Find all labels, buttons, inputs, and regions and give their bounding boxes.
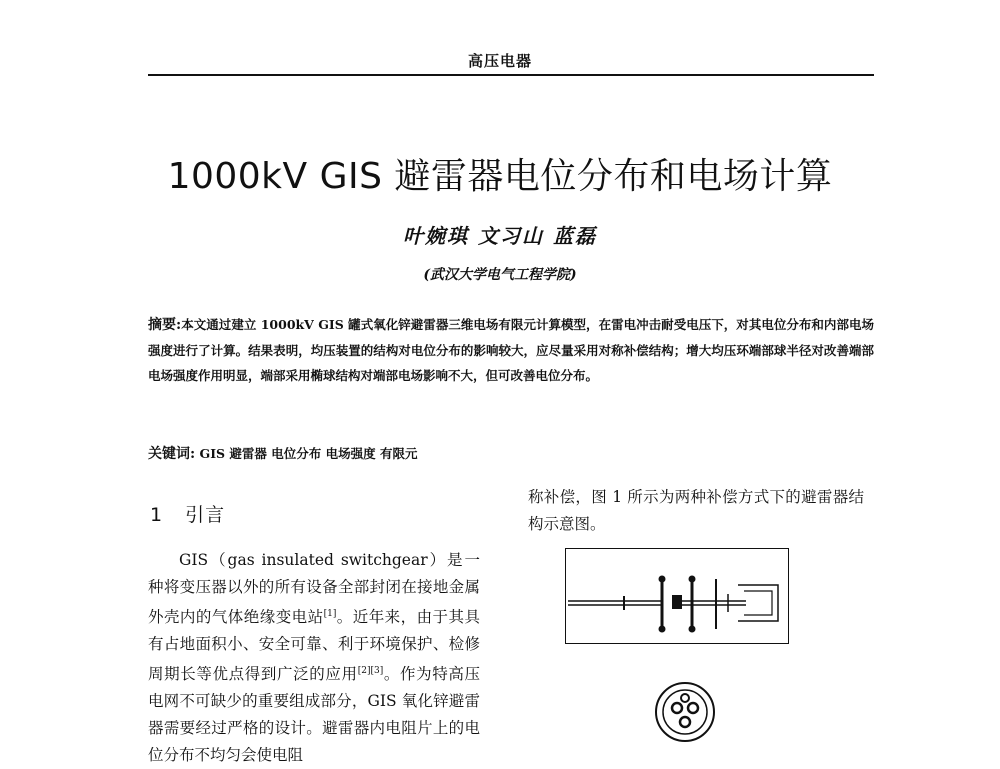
section-title: 引言 [185, 504, 226, 526]
intro-text-c: 。作为特高压电网不可缺少的重要组成部分，GIS 氧化锌避雷器需要经过严格的设计。避雷器内电阻片上的电位分布不均匀会使电阻 [148, 665, 480, 765]
intro-text-b: 。近年来，由于其具有占地面积小、安全可靠、利于环境保护、检修周期长等优点得到广泛的应用 [148, 608, 480, 684]
affiliation: (武汉大学电气工程学院) [423, 267, 577, 283]
abstract-label: 摘要: [148, 317, 182, 333]
intro-text-a: GIS（gas insulated switchgear）是一种将变压器以外的所有设备全部封闭在接地金属外壳内的气体绝缘变电站 [148, 551, 480, 627]
arrester-structure-drawing [566, 549, 787, 642]
abstract-text: 本文通过建立 1000kV GIS 罐式氧化锌避雷器三维电场有限元计算模型，在雷电冲击耐受电压下，对其电位分布和内部电场强度进行了计算。结果表明，均压装置的结构对电位分布的影响较大，应尽量采用对称补偿结构；增大均压环端部球半径对改善端部电场强度作用明显，端部采用椭球结构对端部电场影响不大，但可改善电位分布。 [148, 317, 874, 383]
keywords-text: GIS 避雷器 电位分布 电场强度 有限元 [199, 446, 418, 461]
intro-paragraph [148, 547, 480, 769]
authors: 叶婉琪 文习山 蓝磊 [403, 224, 597, 248]
section-heading [150, 500, 480, 527]
left-column [148, 500, 480, 769]
cross-section-drawing [653, 680, 717, 744]
citation-ref: [1] [323, 609, 337, 619]
right-column [528, 484, 864, 538]
arrester-structure-diagram [565, 548, 789, 644]
arrester-cross-section [653, 680, 717, 748]
citation-ref: [2][3] [357, 666, 384, 677]
keywords-label: 关键词: [148, 446, 196, 462]
abstract [148, 312, 874, 388]
paper-title: 1000kV GIS 避雷器电位分布和电场计算 [167, 156, 833, 197]
section-number: 1 [150, 504, 164, 526]
running-header: 高压电器 [467, 52, 532, 70]
header-rule [148, 74, 874, 76]
right-paragraph: 称补偿，图 1 所示为两种补偿方式下的避雷器结构示意图。 [528, 488, 864, 533]
keywords [148, 443, 874, 463]
